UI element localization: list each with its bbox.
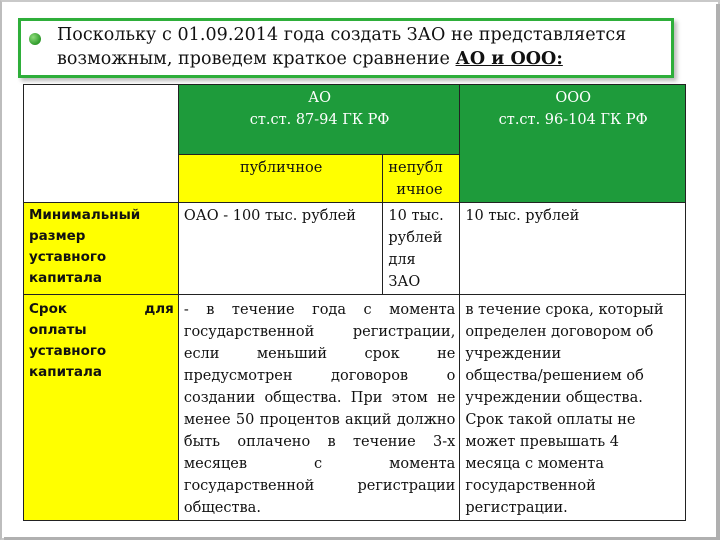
title-line-2 bbox=[57, 49, 563, 69]
ao-header bbox=[178, 85, 459, 155]
cell-line: может превышать 4 bbox=[465, 434, 619, 450]
cell-line: рублей bbox=[388, 230, 443, 246]
row-label-line: уставного bbox=[29, 343, 107, 359]
cell-ooo-min-capital: 10 тыс. рублей bbox=[460, 203, 686, 295]
cell-nonpublic-min-capital bbox=[383, 203, 460, 295]
cell-public-min-capital: ОАО - 100 тыс. рублей bbox=[178, 203, 383, 295]
cell-line: для bbox=[388, 252, 416, 268]
row-label-word: Срок bbox=[29, 301, 68, 317]
subheader-nonpublic-line-1: непубл bbox=[388, 160, 443, 176]
bullet-icon bbox=[29, 33, 41, 45]
cell-line: регистрации. bbox=[465, 500, 568, 516]
cell-line: определен договором об bbox=[465, 324, 654, 340]
cell-line: государственной bbox=[465, 478, 596, 494]
cell-line: общества/решением об bbox=[465, 368, 644, 384]
row-label-line: капитала bbox=[29, 364, 102, 380]
table-row bbox=[24, 203, 686, 295]
row-label-line: размер bbox=[29, 228, 86, 244]
row-label-line: капитала bbox=[29, 270, 102, 286]
cell-ooo-payment-term bbox=[460, 295, 686, 521]
table-row bbox=[24, 295, 686, 521]
cell-line: 10 тыс. bbox=[388, 208, 444, 224]
cell-line: ЗАО bbox=[388, 274, 421, 290]
title-emphasis: АО и ООО: bbox=[455, 49, 563, 69]
row-label-first-line bbox=[29, 299, 174, 320]
title-box bbox=[18, 18, 674, 78]
comparison-table bbox=[23, 84, 686, 521]
row-label-line: Минимальный bbox=[29, 207, 141, 223]
cell-ao-payment-term: - в течение года с момента государственной регистрации, если меньший срок не предусмотрен договоров о создании общества. При этом не менее 50 процентов акций должно быть оплачено в течение 3-х месяцев с момента государственной регистрации общества. bbox=[178, 295, 459, 521]
table-header-row bbox=[24, 85, 686, 155]
cell-line: учреждении общества. bbox=[465, 390, 643, 406]
title-line-1: Поскольку с 01.09.2014 года создать ЗАО не представляется bbox=[57, 25, 627, 45]
row-label-min-capital bbox=[24, 203, 179, 295]
subheader-nonpublic bbox=[383, 155, 460, 203]
ao-header-articles: ст.ст. 87-94 ГК РФ bbox=[249, 112, 390, 128]
cell-line: учреждении bbox=[465, 346, 562, 362]
row-label-line: уставного bbox=[29, 249, 107, 265]
ooo-header-name: ООО bbox=[555, 90, 591, 106]
ao-header-name: АО bbox=[308, 90, 332, 106]
subheader-public: публичное bbox=[178, 155, 383, 203]
row-label-line: оплаты bbox=[29, 322, 87, 338]
subheader-nonpublic-line-2: ичное bbox=[396, 182, 443, 198]
cell-line: Срок такой оплаты не bbox=[465, 412, 636, 428]
frame-shadow bbox=[716, 4, 720, 540]
corner-cell bbox=[24, 85, 179, 203]
row-label-word: для bbox=[144, 301, 174, 317]
ooo-header-articles: ст.ст. 96-104 ГК РФ bbox=[498, 112, 648, 128]
cell-line: в течение срока, который bbox=[465, 302, 664, 318]
title-line-2-prefix: возможным, проведем краткое сравнение bbox=[57, 49, 456, 69]
ooo-header bbox=[460, 85, 686, 203]
cell-line: месяца с момента bbox=[465, 456, 604, 472]
row-label-payment-term bbox=[24, 295, 179, 521]
